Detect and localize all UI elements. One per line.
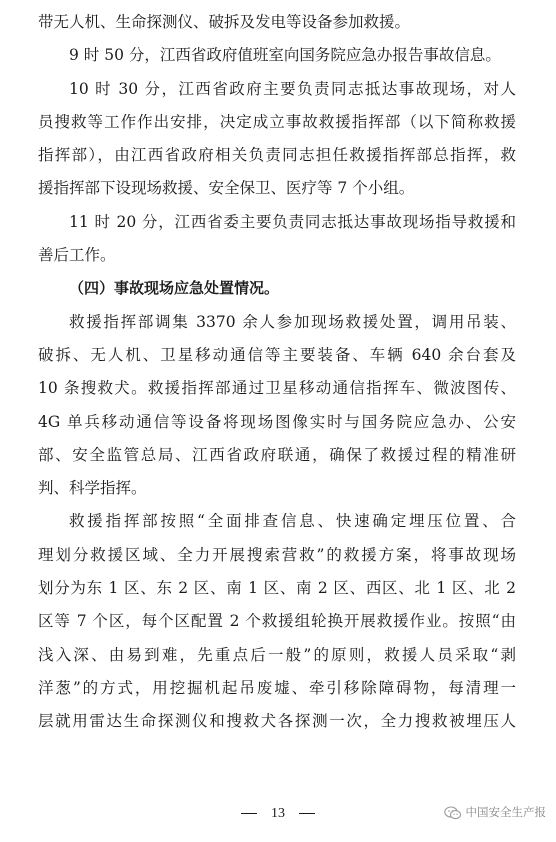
text-line: 援指挥部下设现场救援、安全保卫、医疗等 7 个小组。 (38, 179, 415, 198)
text-line: 区等 7 个区，每个区配置 2 个救援组轮换开展救援作业。按照“由 (38, 612, 516, 631)
text-line: 救援指挥部按照“全面排查信息、快速确定埋压位置、合 (69, 512, 516, 531)
text-line: 部、安全监管总局、江西省政府联通，确保了救援过程的精准研 (38, 445, 516, 464)
wechat-icon (444, 805, 462, 819)
dash-right (299, 813, 315, 814)
text-line: 破拆、无人机、卫星移动通信等主要装备、车辆 640 余台套及 (38, 345, 516, 364)
text-line: 10 时 30 分，江西省政府主要负责同志抵达事故现场，对人 (69, 79, 516, 98)
text-line: 员搜救等工作作出安排，决定成立事故救援指挥部（以下简称救援 (38, 112, 516, 131)
text-line: 救援指挥部调集 3370 余人参加现场救援处置，调用吊装、 (69, 312, 516, 331)
text-line: 带无人机、生命探测仪、破拆及发电等设备参加救援。 (38, 13, 411, 31)
section-heading: （四）事故现场应急处置情况。 (69, 279, 280, 298)
text-line: 11 时 20 分，江西省委主要负责同志抵达事故现场指导救援和 (69, 212, 516, 231)
text-line: 10 条搜救犬。救援指挥部通过卫星移动通信指挥车、微波图传、 (38, 379, 516, 398)
page-number-value: 13 (271, 806, 285, 821)
text-line: 理划分救援区域、全力开展搜索营救”的救援方案，将事故现场 (38, 545, 516, 564)
text-line: 洋葱”的方式，用挖掘机起吊废墟、牵引移除障碍物，每清理一 (38, 678, 516, 697)
dash-left (241, 813, 257, 814)
text-line: 4G 单兵移动通信等设备将现场图像实时与国务院应急办、公安 (38, 412, 516, 431)
text-line: 划分为东 1 区、东 2 区、南 1 区、南 2 区、西区、北 1 区、北 2 (38, 579, 516, 598)
text-line: 9 时 50 分，江西省政府值班室向国务院应急办报告事故信息。 (69, 46, 501, 65)
watermark (444, 804, 547, 820)
watermark-text: 中国安全生产报 (465, 805, 546, 819)
text-line: 判、科学指挥。 (38, 479, 147, 498)
text-line: 指挥部），由江西省政府相关负责同志担任救援指挥部总指挥，救 (38, 146, 516, 165)
text-line: 善后工作。 (38, 246, 116, 265)
text-line: 浅入深、由易到难，先重点后一般”的原则，救援人员采取“剥 (38, 645, 516, 664)
text-line: 层就用雷达生命探测仪和搜救犬各探测一次，全力搜救被埋压人 (38, 712, 516, 731)
body-text (38, 6, 516, 739)
